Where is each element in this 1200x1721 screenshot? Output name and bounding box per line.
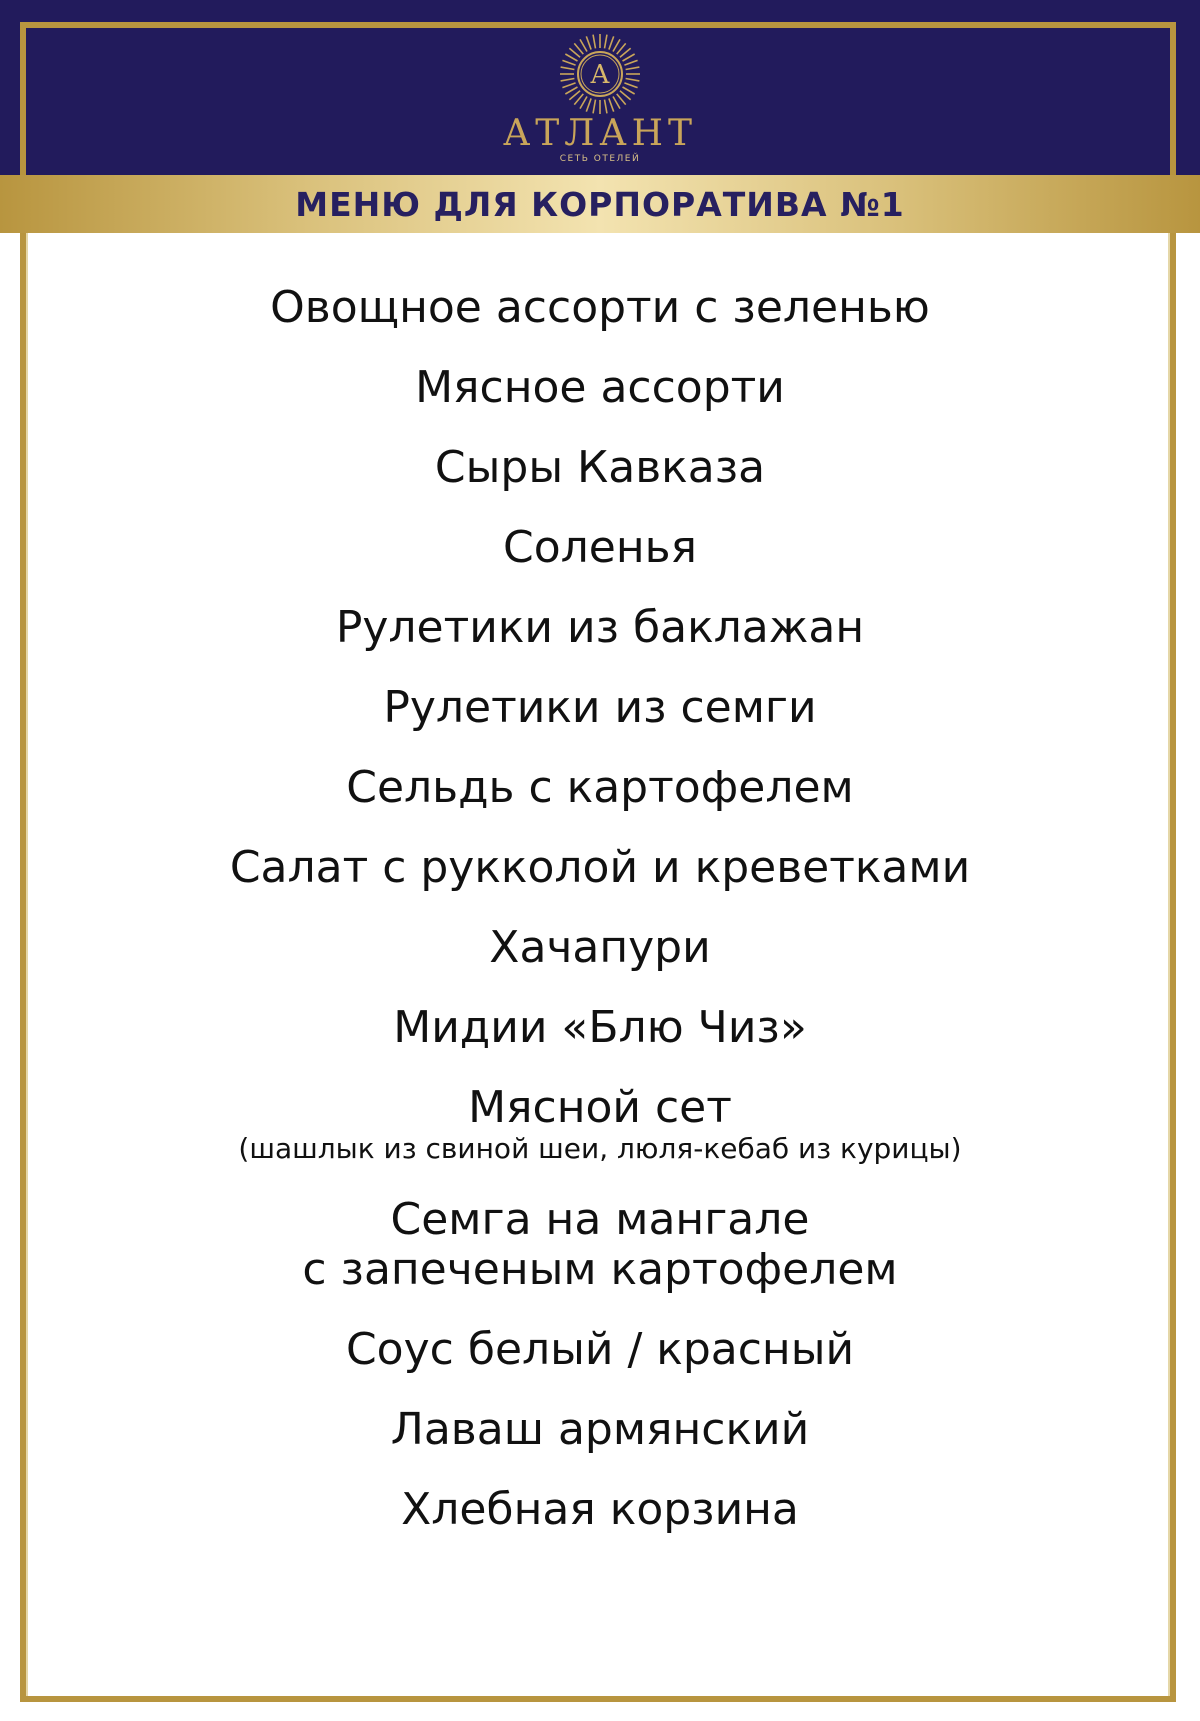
menu-item: [415, 363, 785, 413]
emblem-ray: [623, 87, 635, 94]
emblem-ray: [562, 83, 575, 88]
logo-emblem-icon: [558, 32, 642, 116]
menu-item-name: Хлебная корзина: [401, 1484, 799, 1535]
emblem-ray: [565, 54, 577, 61]
emblem-ray: [569, 48, 580, 57]
menu-item: [503, 523, 697, 573]
brand-subtitle: СЕТЬ ОТЕЛЕЙ: [559, 154, 641, 164]
menu-item-name: Соус белый / красный: [345, 1324, 855, 1375]
menu-item: [230, 843, 970, 893]
emblem-ray: [561, 79, 575, 81]
menu-item-name: Мясное ассорти: [415, 362, 785, 413]
emblem-ray: [580, 39, 587, 51]
emblem-ray: [605, 35, 607, 49]
menu-item-name: Мясной сет: [468, 1082, 732, 1133]
menu-item-name: Соленья: [502, 522, 697, 573]
menu-item-name: Рулетики из баклажан: [335, 602, 865, 653]
emblem-ray: [586, 98, 591, 111]
emblem-ray: [617, 94, 626, 105]
emblem-ray: [613, 39, 620, 51]
emblem-ray: [626, 79, 640, 81]
menu-item-name: Семга на мангале: [390, 1194, 810, 1245]
emblem-ray: [565, 87, 577, 94]
emblem-ray: [574, 94, 583, 105]
emblem-ray: [623, 54, 635, 61]
menu-item: [401, 1485, 799, 1535]
emblem-ray: [580, 97, 587, 109]
menu-item: [238, 1083, 961, 1165]
emblem-ray: [609, 98, 614, 111]
emblem-ray: [626, 67, 640, 69]
menu-item-note: (шашлык из свиной шеи, люля-кебаб из курицы): [238, 1132, 962, 1165]
menu-item: [302, 1195, 897, 1295]
emblem-ray: [605, 100, 607, 114]
emblem-ray: [624, 83, 637, 88]
brand-name: АТЛАНТ: [503, 113, 697, 154]
menu-item-name: Овощное ассорти с зеленью: [270, 282, 930, 333]
menu-item-name: Салат с рукколой и креветками: [229, 842, 971, 893]
menu-item: [346, 763, 853, 813]
emblem-ray: [574, 43, 583, 54]
menu-item: [346, 1325, 854, 1375]
emblem-ray: [593, 100, 595, 114]
emblem-ray: [569, 91, 580, 100]
menu-item: [391, 1405, 809, 1455]
emblem-ray: [624, 60, 637, 65]
emblem-ray: [562, 60, 575, 65]
menu-item: [270, 283, 930, 333]
menu-item-name: Лаваш армянский: [390, 1404, 810, 1455]
emblem-ray: [609, 36, 614, 49]
hotel-logo: [0, 28, 1200, 173]
logo-emblem-letter: А: [590, 60, 610, 90]
emblem-ray: [586, 36, 591, 49]
menu-item-name: Сельдь с картофелем: [346, 762, 854, 813]
menu-list: [0, 283, 1200, 1565]
menu-item-name: Хачапури: [489, 922, 711, 973]
menu-title-banner: [0, 175, 1200, 233]
menu-item: [489, 923, 710, 973]
emblem-ray: [620, 48, 631, 57]
menu-title: МЕНЮ ДЛЯ КОРПОРАТИВА №1: [295, 184, 905, 224]
emblem-ray: [561, 67, 575, 69]
menu-item-name: Рулетики из семги: [383, 682, 817, 733]
menu-item-name: Мидии «Блю Чиз»: [393, 1002, 807, 1053]
emblem-ray: [593, 35, 595, 49]
emblem-ray: [617, 43, 626, 54]
emblem-ray: [613, 97, 620, 109]
menu-item: [393, 1003, 807, 1053]
menu-item: [336, 603, 864, 653]
menu-item: [435, 443, 765, 493]
emblem-ray: [620, 91, 631, 100]
menu-item-name: с запеченым картофелем: [302, 1244, 898, 1295]
menu-item-name: Сыры Кавказа: [434, 442, 766, 493]
menu-item: [383, 683, 816, 733]
